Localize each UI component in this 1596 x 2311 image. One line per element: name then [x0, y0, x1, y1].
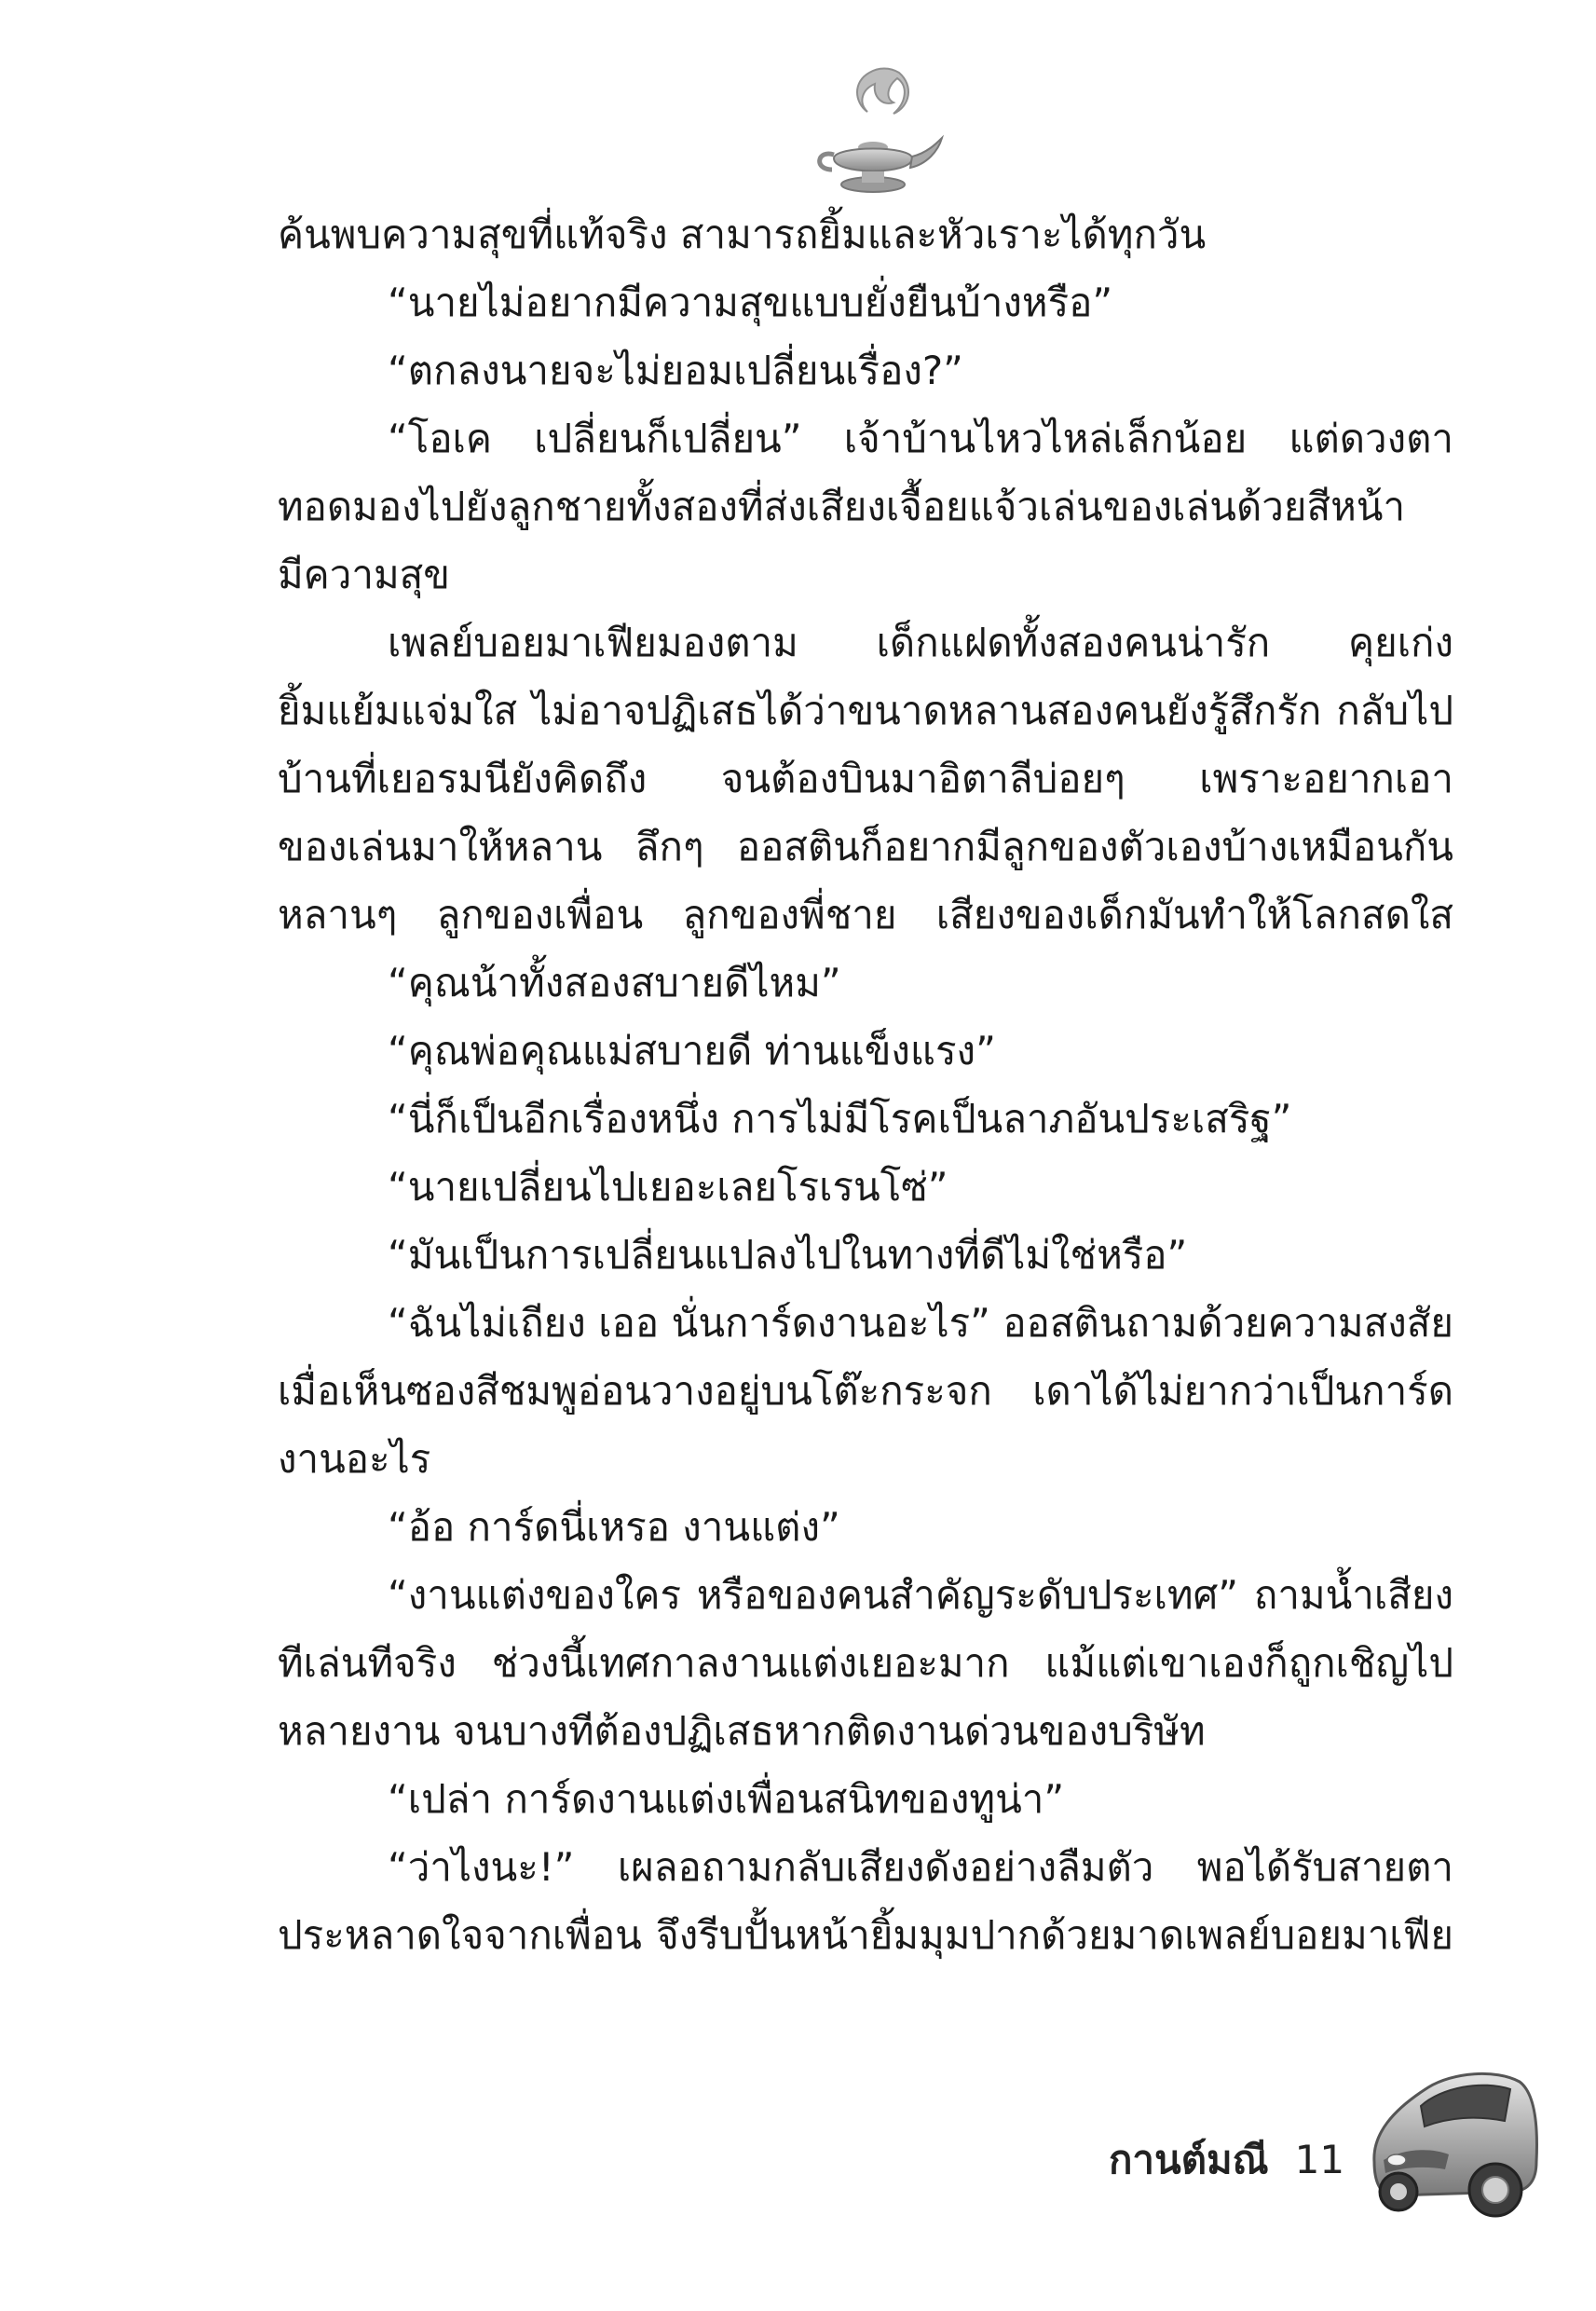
text-line: “เปล่า การ์ดงานแต่งเพื่อนสนิทของทูน่า” [388, 1776, 1065, 1822]
text-line: “ฉันไม่เถียง เออ นั่นการ์ดงานอะไร” ออสตินถามด้วยความสงสัย [388, 1300, 1453, 1346]
text-line: บ้านที่เยอรมนียังคิดถึง จนต้องบินมาอิตาลีบ่อยๆ เพราะอยากเอา [278, 756, 1453, 801]
text-line: หลานๆ ลูกของเพื่อน ลูกของพี่ชาย เสียงของเด็กมันทำให้โลกสดใส [278, 892, 1453, 937]
text-line: ทอดมองไปยังลูกชายทั้งสองที่ส่งเสียงเจื้อยแจ้วเล่นของเล่นด้วยสีหน้า [278, 484, 1406, 529]
text-line: เมื่อเห็นซองสีชมพูอ่อนวางอยู่บนโต๊ะกระจก เดาได้ไม่ยากว่าเป็นการ์ด [278, 1368, 1453, 1414]
text-line: “ตกลงนายจะไม่ยอมเปลี่ยนเรื่อง?” [388, 348, 963, 393]
car-icon [1356, 2050, 1542, 2227]
page-footer [1109, 2129, 1344, 2191]
text-line: ของเล่นมาให้หลาน ลึกๆ ออสตินก็อยากมีลูกของตัวเองบ้างเหมือนกัน [278, 824, 1453, 869]
text-line: “ว่าไงนะ!” เผลอถามกลับเสียงดังอย่างลืมตัว พอได้รับสายตา [388, 1844, 1453, 1890]
text-line: “นายไม่อยากมีความสุขแบบยั่งยืนบ้างหรือ” [388, 280, 1113, 325]
text-line: “คุณน้าทั้งสองสบายดีไหม” [388, 960, 841, 1005]
text-line: หลายงาน จนบางทีต้องปฏิเสธหากติดงานด่วนของบริษัท [278, 1708, 1206, 1754]
text-line: ค้นพบความสุขที่แท้จริง สามารถยิ้มและหัวเราะได้ทุกวัน [278, 212, 1207, 257]
text-line: ยิ้มแย้มแจ่มใส ไม่อาจปฏิเสธได้ว่าขนาดหลานสองคนยังรู้สึกรัก กลับไป [278, 688, 1453, 733]
text-line: “นายเปลี่ยนไปเยอะเลยโรเรนโซ่” [388, 1164, 948, 1210]
author-name: กานต์มณี [1109, 2137, 1269, 2182]
text-line: “มันเป็นการเปลี่ยนแปลงไปในทางที่ดีไม่ใช่หรือ” [388, 1232, 1188, 1278]
genie-lamp-icon [797, 65, 946, 205]
text-line: “คุณพ่อคุณแม่สบายดี ท่านแข็งแรง” [388, 1028, 996, 1073]
text-line: “โอเค เปลี่ยนก็เปลี่ยน” เจ้าบ้านไหวไหล่เล็กน้อย แต่ดวงตา [388, 416, 1453, 461]
text-line: ทีเล่นทีจริง ช่วงนี้เทศกาลงานแต่งเยอะมาก แม้แต่เขาเองก็ถูกเชิญไป [278, 1640, 1453, 1686]
text-line: เพลย์บอยมาเฟียมองตาม เด็กแฝดทั้งสองคนน่ารัก คุยเก่ง [388, 620, 1453, 665]
story-text [278, 200, 1453, 1969]
text-line: “อ้อ การ์ดนี่เหรอ งานแต่ง” [388, 1504, 840, 1550]
page-number: 11 [1294, 2137, 1345, 2182]
text-line: งานอะไร [278, 1436, 431, 1482]
text-line: มีความสุข [278, 552, 450, 597]
text-line: “นี่ก็เป็นอีกเรื่องหนึ่ง การไม่มีโรคเป็นลาภอันประเสริฐ” [388, 1096, 1292, 1142]
text-line: ประหลาดใจจากเพื่อน จึงรีบปั้นหน้ายิ้มมุมปากด้วยมาดเพลย์บอยมาเฟีย [278, 1912, 1453, 1958]
text-line: “งานแต่งของใคร หรือของคนสำคัญระดับประเทศ” ถามน้ำเสียง [388, 1572, 1453, 1618]
